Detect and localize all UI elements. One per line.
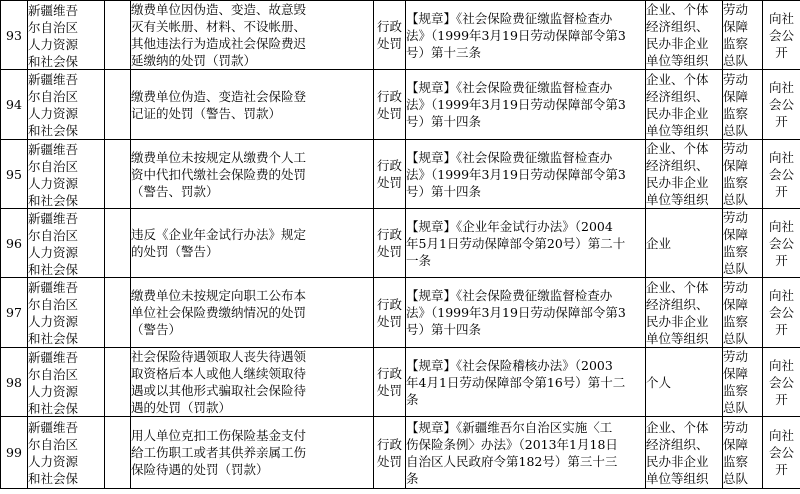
subject-cell: 企业、个体 经济组织、 民办非企业 单位等组织 (646, 417, 723, 489)
row-number: 99 (1, 417, 28, 489)
legal-basis-cell: 【规章】《社会保险费征缴监督检查办 法》（1999年3月19日劳动保障部令第3 号）第十四条 (406, 140, 646, 209)
power-type-cell: 行政 处罚 (374, 1, 406, 70)
blank-cell (105, 209, 131, 278)
legal-basis-cell: 【规章】《企业年金试行办法》（2004 年5月1日劳动保障部令第20号）第二十 一条 (406, 209, 646, 278)
table-body (1, 1, 800, 489)
authority-cell: 劳动 保障 监察 总队 (723, 209, 763, 278)
authority-cell: 劳动 保障 监察 总队 (723, 348, 763, 417)
subject-cell: 企业 (646, 209, 723, 278)
blank-cell (105, 70, 131, 140)
item-name-cell: 缴费单位伪造、变造社会保险登 记证的处罚（警告、罚款） (131, 70, 374, 140)
item-name-cell: 缴费单位未按规定向职工公布本 单位社会保险费缴纳情况的处罚 （警告） (131, 278, 374, 348)
blank-cell (105, 140, 131, 209)
department-text: 新疆维吾 尔自治区 人力资源 和社会保 (28, 280, 79, 346)
item-name-cell: 用人单位克扣工伤保险基金支付 给工伤职工或者其供养亲属工伤 保险待遇的处罚（罚款） (131, 417, 374, 489)
blank-cell (105, 278, 131, 348)
power-type-cell: 行政 处罚 (374, 278, 406, 348)
table-row (1, 209, 800, 278)
blank-cell (105, 417, 131, 489)
row-number: 94 (1, 70, 28, 140)
row-number: 97 (1, 278, 28, 348)
row-number: 96 (1, 209, 28, 278)
authority-cell: 劳动 保障 监察 总队 (723, 70, 763, 140)
department-cell (28, 140, 105, 209)
power-type-cell: 行政 处罚 (374, 348, 406, 417)
publicity-cell: 向社 会公 开 (763, 417, 800, 489)
table-row (1, 1, 800, 70)
department-text: 新疆维吾 尔自治区 人力资源 和社会保 (28, 72, 79, 138)
row-number: 98 (1, 348, 28, 417)
publicity-cell: 向社 会公 开 (763, 1, 800, 70)
subject-cell: 企业、个体 经济组织、 民办非企业 单位等组织 (646, 278, 723, 348)
subject-cell: 个人 (646, 348, 723, 417)
department-text: 新疆维吾 尔自治区 人力资源 和社会保 (28, 420, 79, 486)
legal-basis-cell: 【规章】《社会保险费征缴监督检查办 法》（1999年3月19日劳动保障部令第3 号）第十四条 (406, 70, 646, 140)
table-row (1, 417, 800, 489)
table-row (1, 348, 800, 417)
item-name-cell: 违反《企业年金试行办法》规定 的处罚（警告） (131, 209, 374, 278)
power-type-cell: 行政 处罚 (374, 209, 406, 278)
publicity-cell: 向社 会公 开 (763, 348, 800, 417)
department-cell (28, 417, 105, 489)
subject-cell: 企业、个体 经济组织、 民办非企业 单位等组织 (646, 70, 723, 140)
subject-cell: 企业、个体 经济组织、 民办非企业 单位等组织 (646, 140, 723, 209)
power-type-cell: 行政 处罚 (374, 70, 406, 140)
publicity-cell: 向社 会公 开 (763, 70, 800, 140)
publicity-cell: 向社 会公 开 (763, 140, 800, 209)
legal-basis-cell: 【规章】《新疆维吾尔自治区实施〈工 伤保险条例〉办法》（2013年1月18日 自治区人民政府令第182号）第三十三 条 (406, 417, 646, 489)
publicity-cell: 向社 会公 开 (763, 278, 800, 348)
table-row (1, 140, 800, 209)
department-cell (28, 348, 105, 417)
legal-basis-cell: 【规章】《社会保险稽核办法》（2003 年4月1日劳动保障部令第16号）第十二 条 (406, 348, 646, 417)
subject-cell: 企业、个体 经济组织、 民办非企业 单位等组织 (646, 1, 723, 70)
department-text: 新疆维吾 尔自治区 人力资源 和社会保 (28, 210, 79, 277)
table-row (1, 278, 800, 348)
department-cell (28, 209, 105, 278)
department-text: 新疆维吾 尔自治区 人力资源 和社会保 (28, 141, 79, 208)
blank-cell (105, 1, 131, 70)
department-text: 新疆维吾 尔自治区 人力资源 和社会保 (28, 2, 79, 69)
department-text: 新疆维吾 尔自治区 人力资源 和社会保 (28, 349, 79, 416)
department-cell (28, 70, 105, 140)
authority-cell: 劳动 保障 监察 总队 (723, 140, 763, 209)
table-row (1, 70, 800, 140)
blank-cell (105, 348, 131, 417)
publicity-cell: 向社 会公 开 (763, 209, 800, 278)
legal-basis-cell: 【规章】《社会保险费征缴监督检查办 法》（1999年3月19日劳动保障部令第3 号）第十四条 (406, 278, 646, 348)
authority-cell: 劳动 保障 监察 总队 (723, 1, 763, 70)
authority-cell: 劳动 保障 监察 总队 (723, 417, 763, 489)
row-number: 93 (1, 1, 28, 70)
item-name-cell: 社会保险待遇领取人丧失待遇领 取资格后本人或他人继续领取待 遇或以其他形式骗取社会保险待 遇的处罚（罚款） (131, 348, 374, 417)
row-number: 95 (1, 140, 28, 209)
item-name-cell: 缴费单位因伪造、变造、故意毁 灭有关帐册、材料、不设帐册、 其他违法行为造成社会保险费迟 延缴纳的处罚（罚款） (131, 1, 374, 70)
item-name-cell: 缴费单位未按规定从缴费个人工 资中代扣代缴社会保险费的处罚 （警告、罚款） (131, 140, 374, 209)
power-type-cell: 行政 处罚 (374, 417, 406, 489)
legal-basis-cell: 【规章】《社会保险费征缴监督检查办 法》（1999年3月19日劳动保障部令第3 号）第十三条 (406, 1, 646, 70)
power-type-cell: 行政 处罚 (374, 140, 406, 209)
department-cell (28, 278, 105, 348)
authority-cell: 劳动 保障 监察 总队 (723, 278, 763, 348)
department-cell (28, 1, 105, 70)
